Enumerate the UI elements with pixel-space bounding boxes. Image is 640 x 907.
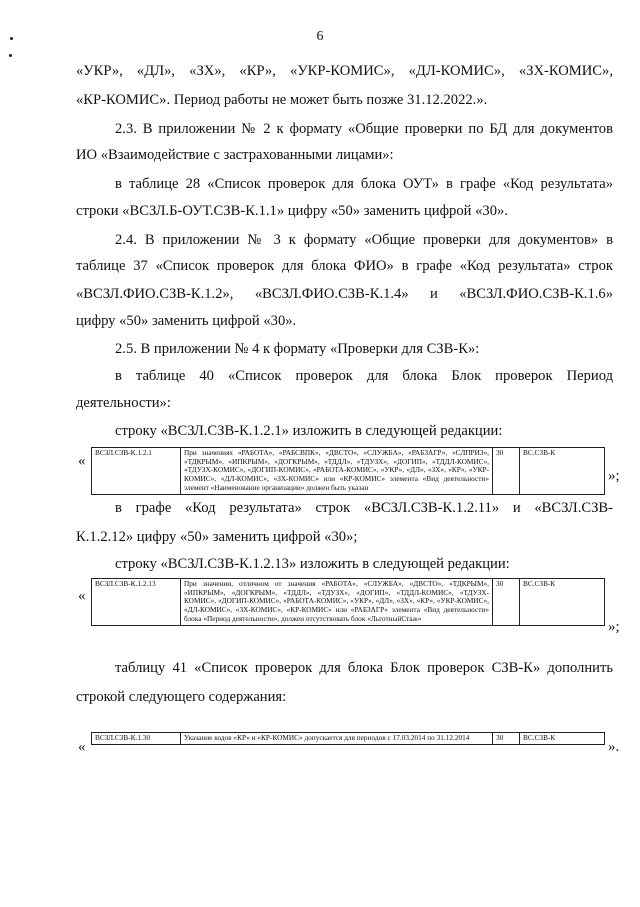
- result-number-cell: 30: [493, 579, 520, 626]
- result-code-cell: ВС.СЗВ-К: [520, 448, 605, 495]
- result-number-cell: 30: [493, 733, 520, 745]
- table-row: [92, 579, 605, 626]
- text-line: строку «ВСЗЛ.СЗВ-К.1.2.1» изложить в следующей редакции:: [115, 423, 503, 439]
- result-code-cell: ВС.СЗВ-К: [520, 579, 605, 626]
- text-line: «КР-КОМИС». Период работы не может быть позже 31.12.2022.».: [76, 92, 488, 108]
- check-code-cell: ВСЗЛ.СЗВ-К.1.30: [92, 733, 181, 745]
- open-quote: «: [78, 453, 86, 469]
- text-line: таблице 37 «Список проверок для блока ФИО» в графе «Код результата» строк: [76, 258, 613, 274]
- text-line: деятельности»:: [76, 395, 171, 411]
- result-code-cell: ВС.СЗВ-К: [520, 733, 605, 745]
- close-quote: »;: [608, 619, 620, 635]
- check-description-cell: При значениях «РАБОТА», «РАБСВПК», «ДВСТО», «СЛУЖБА», «РАБЗАГР», «СЛПРИЗ», «ТДКРЫМ», «ИПКРЫМ», «ДОГКРЫМ», «ТДДЛ», «ТДУЗХ», «ДОГИП», «ТДДЛ-КОМИС», «ТДУЗХ-КОМИС», «ДОГИП-КОМИС», «РАБОТА-КОМИС», «УКР», «ДЛ», «ЗХ», «КР», «УКР-КОМИС», «ДЛ-КОМИС», «ЗХ-КОМИС» или «КР-КОМИС» элемента «Вид деятельности» элемент «Наименование организации» должен быть указан: [181, 448, 493, 495]
- text-line: цифру «50» заменить цифрой «30».: [76, 313, 297, 329]
- table-row: [92, 448, 605, 495]
- text-line: ИО «Взаимодействие с застрахованными лицами»:: [76, 147, 394, 163]
- scan-speck: [10, 37, 13, 40]
- scan-speck: [9, 54, 12, 57]
- text-line: строкой следующего содержания:: [76, 689, 287, 705]
- amendment-table-1: [91, 447, 605, 495]
- open-quote: «: [78, 588, 86, 604]
- text-line: 2.4. В приложении № 3 к формату «Общие проверки для документов» в: [115, 232, 613, 248]
- text-line: К.1.2.12» цифру «50» заменить цифрой «30»;: [76, 529, 358, 545]
- text-line: таблицу 41 «Список проверок для блока Блок проверок СЗВ-К» дополнить: [115, 660, 613, 676]
- close-quote: »;: [608, 468, 620, 484]
- text-line: 2.3. В приложении № 2 к формату «Общие проверки по БД для документов: [115, 121, 613, 137]
- text-line: «УКР», «ДЛ», «ЗХ», «КР», «УКР-КОМИС», «ДЛ-КОМИС», «ЗХ-КОМИС»,: [76, 63, 613, 79]
- close-quote: ».: [608, 739, 620, 755]
- text-line: 2.5. В приложении № 4 к формату «Проверки для СЗВ-К»:: [115, 341, 480, 357]
- check-description-cell: При значении, отличном от значения «РАБОТА», «СЛУЖБА», «ДВСТО», «ТДКРЫМ», «ИПКРЫМ», «ДОГКРЫМ», «ТДДЛ», «ТДУЗХ», «ДОГИП», «ТДДЛ-КОМИС», «ТДУЗХ-КОМИС», «ДОГИП-КОМИС», «РАБОТА-КОМИС», «УКР», «ДЛ», «ЗХ», «КР», «УКР-КОМИС», «ДЛ-КОМИС», «ЗХ-КОМИС», «КР-КОМИС» или «РАБЗАГР» элемента «Вид деятельности» блока «Период деятельности», должен отсутствовать блок «ЛьготныйСтаж»: [181, 579, 493, 626]
- check-description-cell: Указание кодов «КР» и «КР-КОМИС» допускается для периодов с 17.03.2014 по 31.12.2014: [181, 733, 493, 745]
- text-line: «ВСЗЛ.ФИО.СЗВ-К.1.2», «ВСЗЛ.ФИО.СЗВ-К.1.4» и «ВСЗЛ.ФИО.СЗВ-К.1.6»: [76, 286, 613, 302]
- text-line: строку «ВСЗЛ.СЗВ-К.1.2.13» изложить в следующей редакции:: [115, 556, 510, 572]
- text-line: в таблице 28 «Список проверок для блока ОУТ» в графе «Код результата»: [115, 176, 613, 192]
- check-code-cell: ВСЗЛ.СЗВ-К.1.2.13: [92, 579, 181, 626]
- amendment-table-2: [91, 578, 605, 626]
- text-line: в графе «Код результата» строк «ВСЗЛ.СЗВ-К.1.2.11» и «ВСЗЛ.СЗВ-: [115, 500, 613, 516]
- check-code-cell: ВСЗЛ.СЗВ-К.1.2.1: [92, 448, 181, 495]
- result-number-cell: 30: [493, 448, 520, 495]
- open-quote: «: [78, 739, 86, 755]
- table-row: [92, 733, 605, 745]
- text-line: строки «ВСЗЛ.Б-ОУТ.СЗВ-К.1.1» цифру «50» заменить цифрой «30».: [76, 203, 508, 219]
- text-line: в таблице 40 «Список проверок для блока Блок проверок Период: [115, 368, 613, 384]
- amendment-table-3: [91, 732, 605, 745]
- page-number: 6: [316, 29, 324, 44]
